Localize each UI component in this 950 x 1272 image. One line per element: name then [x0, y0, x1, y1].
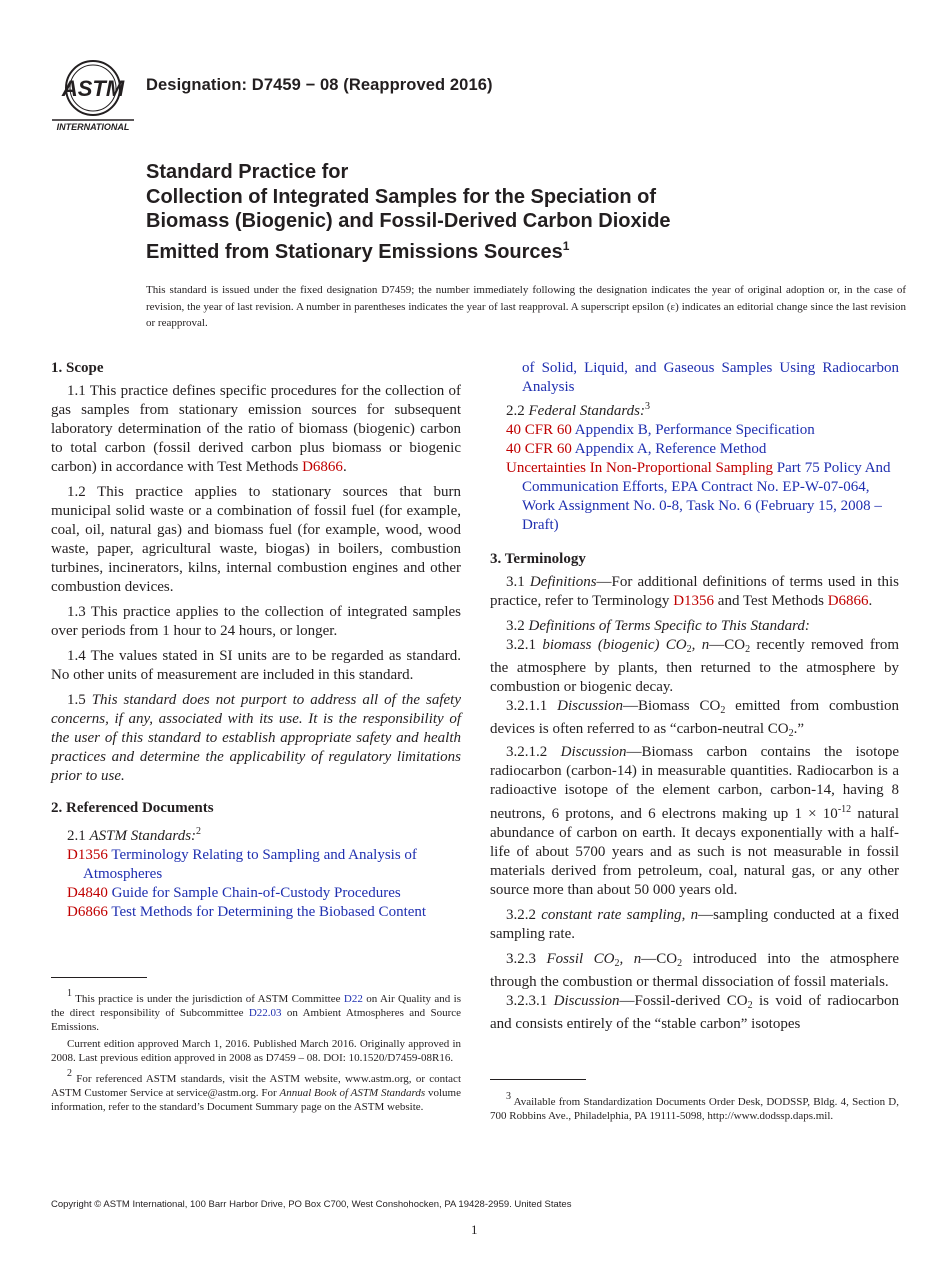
para-3-2-1-2-text-a: —Biomass carbon contains the isotope radiocarbon (carbon-14) in measurable quantities. Radiocarbon is a radioactive isotope of the element carbon, carbon-14, having 8 neutrons, 6 protons, and 6 electrons making up 1 × 10 — [490, 744, 899, 822]
footnote-1 — [51, 987, 461, 1035]
para-3-2-2-text: —sampling conducted at a fixed sampling rate. — [490, 907, 899, 942]
para-3-2-2-num: 3.2.2 — [506, 907, 542, 923]
astm-logo — [50, 58, 136, 134]
ref-d6866-code[interactable]: D6866 — [67, 904, 108, 920]
para-3-1-end: . — [868, 593, 873, 609]
para-3-2-2 — [490, 906, 899, 944]
terminology-heading: 3. Terminology — [490, 551, 586, 567]
designation-notice: This standard is issued under the fixed designation D7459; the number immediately following the designation indicates the year of original adoption or, in the case of revision, the year of last revision. A number in parentheses indicates the year of last reapproval. A superscript epsilon (ε) indicates an editorial change since the last revision or reapproval. — [146, 284, 906, 329]
term-biomass-co2-sub: 2 — [686, 644, 692, 655]
para-3-2-1-1-label: Discussion — [557, 698, 623, 714]
title-line-2: Collection of Integrated Samples for the Speciation of — [146, 185, 657, 208]
para-3-2-1-text-b: recently removed from the atmosphere by plants, then returned to the atmosphere by combustion or biogenic decay. — [490, 637, 899, 695]
federal-standards-label: Federal Standards: — [528, 403, 646, 419]
footnote-1-current: Current edition approved March 1, 2016. Published March 2016. Originally approved in 2008. Last previous edition approved in 2008 as D7459 – 08. DOI: 10.1520/D7459-08R16. — [51, 1037, 461, 1064]
link-d22-03[interactable]: D22.03 — [248, 1007, 282, 1020]
para-1-4: 1.4 The values stated in SI units are to be regarded as standard. No other units of measurement are included in this standard. — [51, 648, 461, 683]
footnote-rule-right — [490, 1079, 586, 1080]
designation: Designation: D7459 − 08 (Reapproved 2016) — [146, 76, 493, 94]
footnote-3-mark: 3 — [506, 1091, 511, 1102]
para-3-1-text-b: and Test Methods — [714, 593, 828, 609]
para-3-2-3-num: 3.2.3 — [506, 951, 547, 967]
para-3-2-1-2-text-b: natural abundance of carbon on earth. It decays exponentially with a half-life of about 5700 years and as such is not measurable in fossil materials derived from petroleum, coal, natural gas, or any other source more than about 50 000 years old. — [490, 806, 899, 898]
footnote-2-mark: 2 — [67, 1068, 72, 1080]
footnotes-left — [51, 987, 461, 1117]
footnote-2-text-b: volume information, refer to the standard’s Document Summary page on the ASTM website. — [51, 1087, 461, 1114]
title-line-4 — [146, 234, 866, 265]
para-1-5-num: 1.5 — [67, 692, 92, 708]
term-biomass-n: , n — [691, 637, 710, 653]
para-2-2 — [490, 397, 899, 421]
title-footnote-mark: 1 — [562, 238, 570, 253]
ref-40cfr60-b-code[interactable]: 40 CFR 60 — [506, 422, 572, 438]
ref-d6866 — [51, 903, 461, 922]
para-3-2-3 — [490, 950, 899, 992]
para-3-2-1-2-sup: -12 — [837, 804, 852, 815]
para-3-2-3-1-label: Discussion — [553, 993, 620, 1009]
ref-uncertainties-code[interactable]: Uncertainties In Non-Proportional Sampling — [506, 460, 774, 476]
left-column — [51, 359, 461, 922]
ref-d1356-title[interactable]: Terminology Relating to Sampling and Analysis of Atmospheres — [83, 847, 417, 882]
ref-d6866-title[interactable]: Test Methods for Determining the Biobased Content — [111, 904, 427, 920]
para-3-2-1-1-end: .” — [793, 721, 805, 737]
para-3-2-3-1-text-b: is void of radiocarbon and consists entirely of the “stable carbon” isotopes — [490, 993, 899, 1032]
link-d22[interactable]: D22 — [343, 993, 363, 1005]
para-3-2-3-1-num: 3.2.3.1 — [506, 993, 554, 1009]
logo-text: ASTM — [61, 76, 125, 101]
ref-40cfr60-b-title[interactable]: Appendix B, Performance Specification — [574, 422, 815, 438]
ref-uncertainties-title[interactable]: Part 75 Policy And Communication Efforts, EPA Contract No. EP-W-07-064, Work Assignment No. 0-8, Task No. 6 (February 15, 2008 – Draft) — [522, 460, 891, 533]
para-3-2-1-1-text-b: emitted from combustion devices is often referred to as “carbon-neutral CO — [490, 698, 900, 737]
title-line-3: Biomass (Biogenic) and Fossil-Derived Carbon Dioxide — [146, 210, 671, 232]
para-3-2-1-2-label: Discussion — [560, 744, 627, 760]
link-d1356[interactable]: D1356 — [673, 593, 715, 609]
para-3-2-3-1-sub: 2 — [747, 1000, 753, 1011]
para-3-2 — [490, 617, 899, 636]
para-3-2-1-1 — [490, 697, 899, 743]
astm-logo-mark — [50, 58, 136, 134]
para-3-2-1-text-a: —CO — [709, 637, 746, 653]
para-2-1-num: 2.1 — [67, 828, 90, 844]
para-3-2-3-1 — [490, 992, 899, 1034]
federal-footnote-mark: 3 — [645, 401, 651, 412]
para-3-1-text-a: —For additional definitions of terms used in this practice, refer to Terminology — [490, 574, 900, 609]
footnote-1-text-a: This practice is under the jurisdiction of ASTM Committee — [72, 993, 344, 1005]
ref-40cfr60-appendix-b — [490, 421, 899, 440]
para-3-2-1-2-num: 3.2.1.2 — [506, 744, 561, 760]
para-3-2-3-1-text-a: —Fossil-derived CO — [619, 993, 748, 1009]
ref-uncertainties — [490, 459, 899, 535]
para-1-5-text: This standard does not purport to address all of the safety concerns, if any, associated with its use. It is the responsibility of the user of this standard to establish appropriate safety and health practices and determine the applicability of regulatory limitations prior to use. — [51, 692, 462, 784]
term-fossil-co2-sub: 2 — [614, 958, 620, 969]
term-biomass-co2: biomass (biogenic) CO — [542, 637, 687, 653]
term-fossil-n: , n — [619, 951, 642, 967]
title-line-1: Standard Practice for — [146, 161, 349, 183]
para-1-3: 1.3 This practice applies to the collection of integrated samples over periods from 1 hour to 24 hours, or longer. — [51, 604, 461, 639]
para-3-2-3-sub: 2 — [677, 958, 683, 969]
para-1-1-end: . — [342, 459, 347, 475]
footnote-1-mark: 1 — [67, 988, 72, 999]
footnote-2-italic: Annual Book of ASTM Standards — [279, 1087, 426, 1100]
logo-subtext: INTERNATIONAL — [56, 122, 130, 132]
ref-d6866-continued[interactable]: of Solid, Liquid, and Gaseous Samples Using Radiocarbon Analysis — [522, 360, 899, 395]
footnote-3-text: Available from Standardization Documents Order Desk, DODSSP, Bldg. 4, Section D, 700 Robbins Ave., Philadelphia, PA 19111-5098, http://www.dodssp.daps.mil. — [490, 1096, 899, 1123]
footnote-rule-left — [51, 977, 147, 978]
astm-footnote-mark: 2 — [196, 826, 202, 837]
para-3-2-1-sub: 2 — [745, 644, 751, 655]
para-3-2-num: 3.2 — [506, 618, 529, 634]
para-3-2-1-1-sub: 2 — [720, 705, 726, 716]
ref-40cfr60-a-title[interactable]: Appendix A, Reference Method — [574, 441, 767, 457]
ref-d1356-code[interactable]: D1356 — [67, 847, 108, 863]
para-1-1-text: 1.1 This practice defines specific procedures for the collection of gas samples from stationary emission sources for subsequent laboratory determination of the ratio of biomass (biogenic) carbon to total carbon (fossil derived carbon plus biomass or biogenic carbon) in accordance with Test Methods — [51, 383, 461, 475]
copyright: Copyright © ASTM International, 100 Barr Harbor Drive, PO Box C700, West Conshohocken, PA 19428-2959. United States — [51, 1199, 572, 1210]
footnote-2-text-a: For referenced ASTM standards, visit the ASTM website, www.astm.org, or contact ASTM Customer Service at service@astm.org. For — [51, 1073, 461, 1100]
para-1-2: 1.2 This practice applies to stationary sources that burn municipal solid waste or a combination of fossil fuel (for example, coal, oil, natural gas) and biomass fuel (for example, wood, wood waste, paper, agricultural waste, biogas) in boilers, combustion turbines, incinerators, kilns, internal combustion engines and other combustion devices. — [51, 484, 461, 595]
ref-d1356 — [51, 846, 461, 884]
para-1-5 — [51, 691, 461, 786]
para-2-2-num: 2.2 — [506, 403, 529, 419]
para-3-2-1-1-text-a: —Biomass CO — [622, 698, 721, 714]
para-3-2-1-1-num: 3.2.1.1 — [506, 698, 558, 714]
footnotes-right — [490, 1090, 899, 1125]
document-title — [146, 160, 866, 264]
para-3-1-label: Definitions — [529, 574, 597, 590]
footnote-1-text-b: on Air Quality and is the direct responsibility of Subcommittee — [51, 993, 461, 1020]
right-column — [490, 359, 899, 1034]
para-3-2-1-1-sub2: 2 — [788, 728, 794, 739]
ref-d4840 — [51, 884, 461, 903]
para-3-2-3-text-b: introduced into the atmosphere through the combustion or thermal dissociation of fossil materials. — [490, 951, 900, 990]
para-2-1 — [51, 822, 461, 846]
para-3-2-label: Definitions of Terms Specific to This Standard: — [528, 618, 810, 634]
para-3-1-num: 3.1 — [506, 574, 530, 590]
para-3-2-1 — [490, 636, 899, 697]
footnote-1-text-c: on Ambient Atmospheres and Source Emissions. — [51, 1007, 461, 1034]
para-1-1 — [51, 382, 461, 477]
scope-heading: 1. Scope — [51, 360, 104, 376]
term-constant-rate-sampling: constant rate sampling, n — [541, 907, 699, 923]
astm-standards-label: ASTM Standards: — [89, 828, 197, 844]
term-fossil-co2: Fossil CO — [546, 951, 615, 967]
ref-40cfr60-appendix-a — [490, 440, 899, 459]
referenced-documents-heading: 2. Referenced Documents — [51, 800, 214, 816]
title-line-4-text: Emitted from Stationary Emissions Sources — [146, 240, 563, 263]
ref-d4840-title[interactable]: Guide for Sample Chain-of-Custody Procedures — [111, 885, 401, 901]
link-d6866[interactable]: D6866 — [302, 459, 343, 475]
page-number: 1 — [471, 1222, 478, 1237]
para-3-2-1-2 — [490, 743, 899, 900]
para-3-1 — [490, 573, 899, 611]
para-3-2-3-text-a: —CO — [641, 951, 678, 967]
link-d6866-terminology[interactable]: D6866 — [827, 593, 869, 609]
footnote-3 — [490, 1090, 899, 1123]
footnote-2 — [51, 1067, 461, 1115]
ref-d4840-code[interactable]: D4840 — [67, 885, 108, 901]
ref-40cfr60-a-code[interactable]: 40 CFR 60 — [506, 441, 572, 457]
para-3-2-1-num: 3.2.1 — [506, 637, 543, 653]
